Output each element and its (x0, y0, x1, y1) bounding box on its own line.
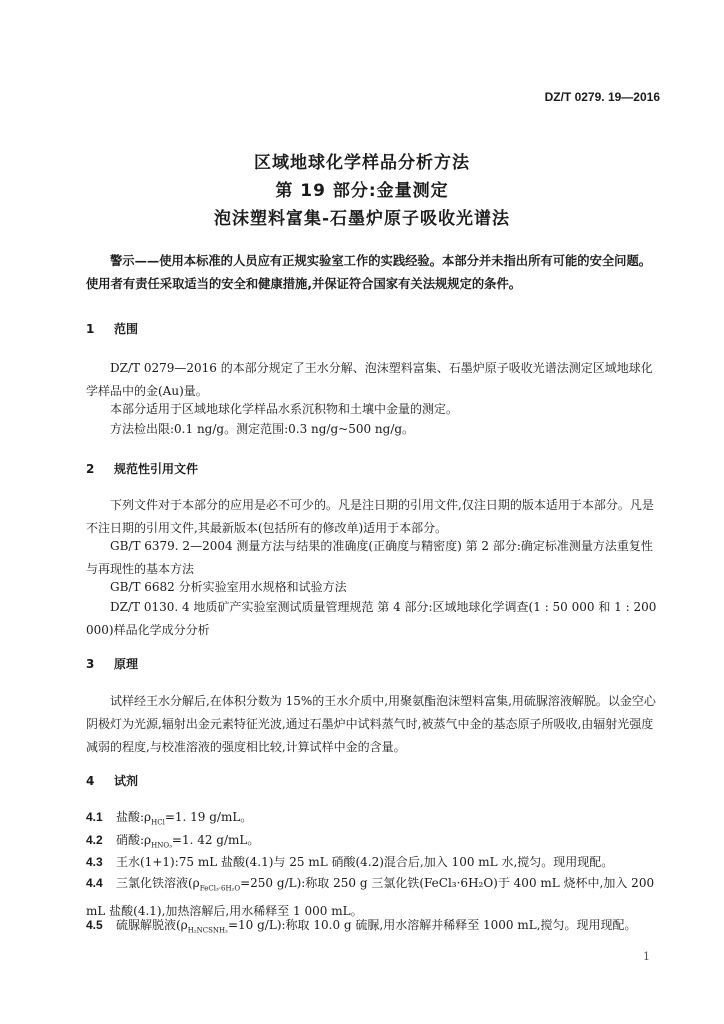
section-2-heading (86, 460, 198, 477)
section-number: 3 (86, 657, 95, 671)
reagent-item (86, 851, 658, 874)
title-line-1: 区域地球化学样品分析方法 (254, 153, 470, 173)
section-3-paragraph-1: 试样经王水分解后,在体积分数为 15%的王水介质中,用聚氨酯泡沫塑料富集,用硫脲溶液解脱。以金空心阴极灯为光源,辐射出金元素特征光波,通过石墨炉中试料蒸气时,被蒸气中金的基态原子所吸收,由辐射光强度减弱的程度,与校准溶液的强度相比较,计算试样中金的含量。 (86, 694, 656, 754)
section-number: 4 (86, 774, 95, 788)
section-number: 2 (86, 462, 95, 476)
item-subscript: HCl (151, 818, 165, 827)
item-number: 4.3 (86, 855, 103, 869)
section-1-paragraph-3: 方法检出限:0.1 ng/g。测定范围:0.3 ng/g~500 ng/g。 (110, 422, 415, 436)
item-number: 4.5 (86, 918, 103, 932)
section-1-paragraph-2: 本部分适用于区域地球化学样品水系沉积物和土壤中金量的测定。 (110, 402, 459, 416)
item-text-tail: =10 g/L):称取 10.0 g 硫脲,用水溶解并稀释至 1000 mL,搅匀。现用现配。 (227, 918, 637, 932)
section-title: 范围 (114, 322, 139, 336)
section-4-heading (86, 772, 138, 789)
item-subscript: H₂NCSNH₂ (187, 926, 228, 935)
section-1-paragraph-1: DZ/T 0279—2016 的本部分规定了王水分解、泡沫塑料富集、石墨炉原子吸收光谱法测定区域地球化学样品中的金(Au)量。 (86, 361, 653, 398)
item-subscript: HNO₃ (151, 841, 172, 850)
section-title: 原理 (114, 657, 139, 671)
section-title: 规范性引用文件 (114, 462, 199, 476)
page-number: 1 (643, 950, 650, 963)
item-number: 4.1 (86, 810, 103, 824)
item-text: 王水(1+1):75 mL 盐酸(4.1)与 25 mL 硝酸(4.2)混合后,加入 100 mL 水,搅匀。现用现配。 (116, 855, 614, 869)
item-text-tail: =1. 19 g/mL。 (164, 810, 253, 824)
reference-gbt-6379: GB/T 6379. 2—2004 测量方法与结果的准确度(正确度与精密度) 第 2 部分:确定标准测量方法重复性与再现性的基本方法 (86, 539, 653, 576)
item-number: 4.2 (86, 833, 103, 847)
section-title: 试剂 (114, 774, 139, 788)
item-text: 三氯化铁溶液(ρ (116, 876, 200, 890)
item-text: 硫脲解脱液(ρ (116, 918, 188, 932)
item-text: 盐酸:ρ (116, 810, 152, 824)
item-text-tail: =250 g/L):称取 250 g 三氯化铁(FeCl₃·6H₂O)于 400 mL 烧杯中,加入 200 mL 盐酸(4.1),加热溶解后,用水稀释至 1 000 mL。 (86, 876, 655, 919)
title-line-3: 泡沫塑料富集-石墨炉原子吸收光谱法 (213, 209, 511, 229)
section-1-heading (86, 320, 138, 337)
section-2-paragraph-1: 下列文件对于本部分的应用是必不可少的。凡是注日期的引用文件,仅注日期的版本适用于本部分。凡是不注日期的引用文件,其最新版本(包括所有的修改单)适用于本部分。 (86, 498, 654, 535)
reference-dzt-0130: DZ/T 0130. 4 地质矿产实验室测试质量管理规范 第 4 部分:区域地球化学调查(1 : 50 000 和 1 : 200 000)样品化学成分分析 (86, 600, 657, 637)
title-line-2: 第 19 部分:金量测定 (275, 181, 449, 201)
section-3-heading (86, 655, 138, 672)
section-number: 1 (86, 322, 95, 336)
item-text-tail: =1. 42 g/mL。 (171, 833, 260, 847)
reagent-item (86, 914, 658, 942)
item-number: 4.4 (86, 876, 103, 890)
item-text: 硝酸:ρ (116, 833, 152, 847)
warning-paragraph: 警示——使用本标准的人员应有正规实验室工作的实践经验。本部分并未指出所有可能的安全问题。使用者有责任采取适当的安全和健康措施,并保证符合国家有关法规规定的条件。 (86, 254, 652, 291)
reference-gbt-6682: GB/T 6682 分析实验室用水规格和试验方法 (110, 580, 347, 594)
standard-code: DZ/T 0279. 19—2016 (544, 90, 660, 104)
item-subscript: FeCl₃·6H₂O (199, 884, 241, 893)
